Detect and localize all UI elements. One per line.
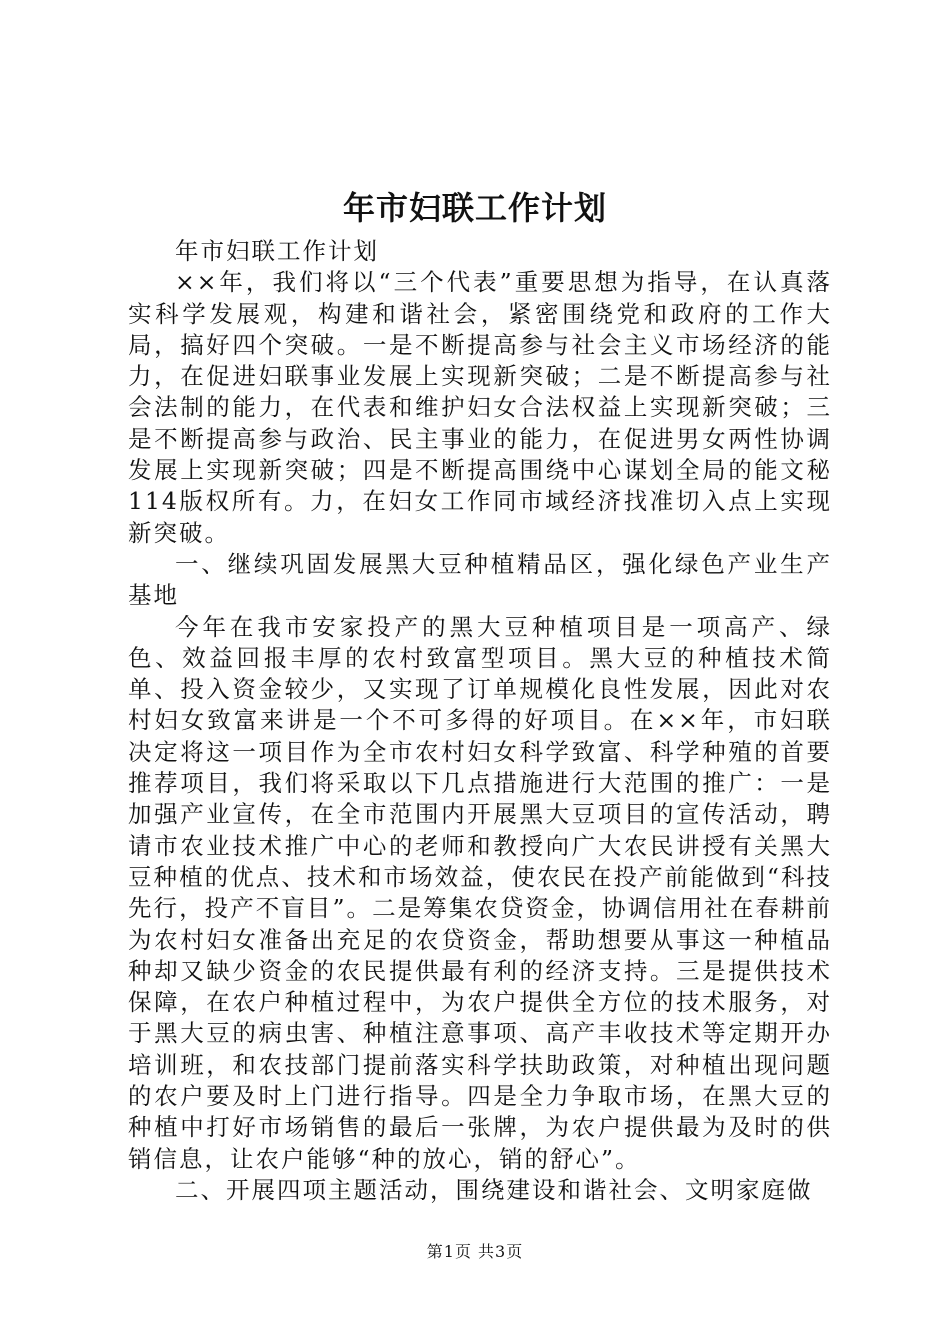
document-title: 年市妇联工作计划 — [342, 189, 607, 227]
paragraph-subtitle: 年市妇联工作计划 — [175, 237, 379, 265]
paragraph-intro: ××年，我们将以“三个代表”重要思想为指导，在认真落实科学发展观，构建和谐社会，紧密围绕党和政府的工作大局，搞好四个突破。一是不断提高参与社会主义市场经济的能力，在促进妇联事业发展上实现新突破；二是不断提高参与社会法制的能力，在代表和维护妇女合法权益上实现新突破；三是不断提高参与政治、民主事业的能力，在促进男女两性协调发展上实现新突破；四是不断提高围绕中心谋划全局的能文秘114版权所有。力，在妇女工作同市域经济找准切入点上实现新突破。 — [128, 268, 832, 547]
document-body — [128, 236, 832, 1206]
section-heading-2: 二、开展四项主题活动，围绕建设和谐社会、文明家庭做 — [175, 1175, 813, 1204]
page-number: 第1页 共3页 — [426, 1242, 524, 1261]
paragraph-section-1: 今年在我市安家投产的黑大豆种植项目是一项高产、绿色、效益回报丰厚的农村致富型项目。黑大豆的种植技术简单、投入资金较少，又实现了订单规模化良性发展，因此对农村妇女致富来讲是一个不可多得的好项目。在××年，市妇联决定将这一项目作为全市农村妇女科学致富、科学种殖的首要推荐项目，我们将采取以下几点措施进行大范围的推广：一是加强产业宣传，在全市范围内开展黑大豆项目的宣传活动，聘请市农业技术推广中心的老师和教授向广大农民讲授有关黑大豆种植的优点、技术和市场效益，使农民在投产前能做到“科技先行，投产不盲目”。二是筹集农贷资金，协调信用社在春耕前为农村妇女准备出充足的农贷资金，帮助想要从事这一种植品种却又缺少资金的农民提供最有利的经济支持。三是提供技术保障，在农户种植过程中，为农户提供全方位的技术服务，对于黑大豆的病虫害、种植注意事项、高产丰收技术等定期开办培训班，和农技部门提前落实科学扶助政策，对种植出现问题的农户要及时上门进行指导。四是全力争取市场，在黑大豆的种植中打好市场销售的最后一张牌，为农户提供最为及时的供销信息，让农户能够“种的放心，销的舒心”。 — [128, 612, 832, 1173]
section-heading-1: 一、继续巩固发展黑大豆种植精品区，强化绿色产业生产基地 — [128, 549, 832, 610]
